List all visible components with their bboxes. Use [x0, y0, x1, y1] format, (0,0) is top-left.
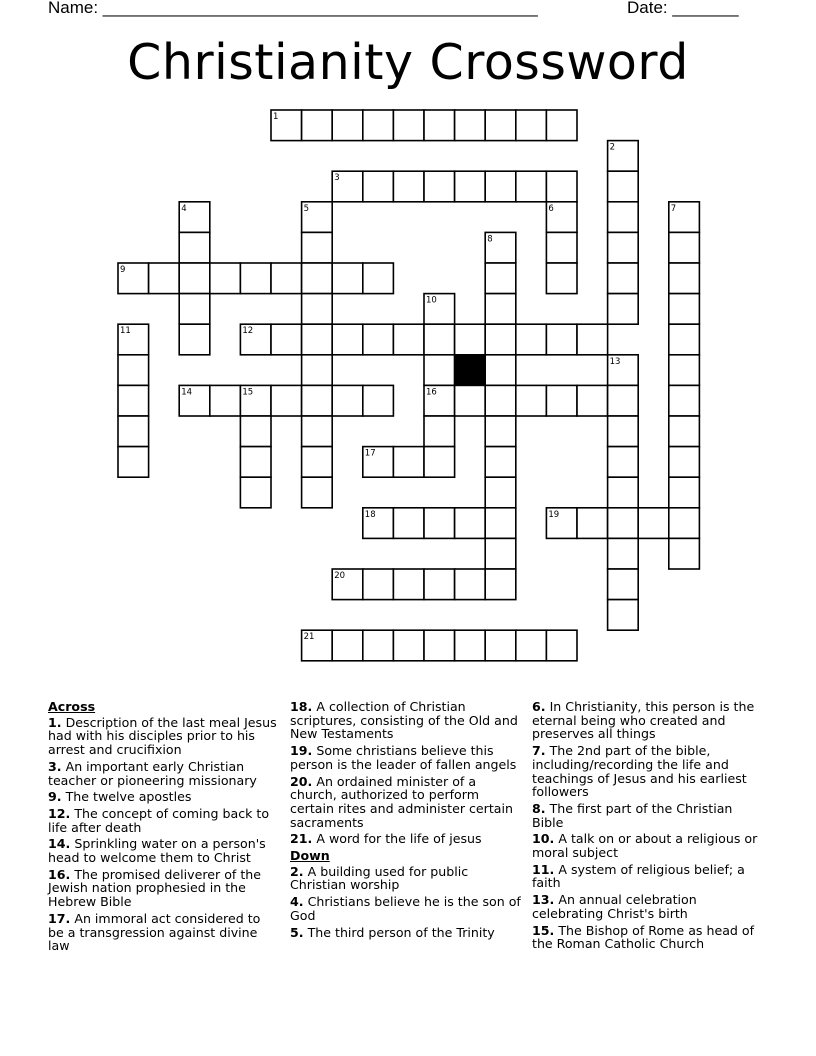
grid-cell[interactable]	[485, 630, 516, 661]
grid-cell[interactable]	[608, 477, 639, 508]
grid-cell-number: 2	[609, 142, 616, 153]
grid-cell-number: 15	[242, 387, 254, 398]
grid-cell[interactable]	[669, 477, 700, 508]
grid-cell[interactable]	[608, 232, 639, 263]
grid-cell[interactable]	[332, 324, 363, 355]
grid-cell[interactable]	[455, 630, 486, 661]
grid-cell[interactable]	[516, 110, 547, 141]
grid-cell-number: 6	[548, 203, 554, 214]
grid-block-cell	[455, 355, 486, 386]
grid-cell[interactable]	[608, 171, 639, 202]
grid-cell[interactable]	[271, 324, 302, 355]
grid-cell[interactable]	[393, 569, 424, 600]
grid-cell[interactable]	[669, 385, 700, 416]
grid-cell[interactable]	[455, 324, 486, 355]
clue-across-9: 9. The twelve apostles	[48, 789, 192, 805]
grid-cell[interactable]	[485, 355, 516, 386]
grid-cell[interactable]	[669, 294, 700, 325]
grid-cell[interactable]	[240, 416, 271, 447]
grid-cell[interactable]	[546, 232, 577, 263]
grid-cell[interactable]	[608, 569, 639, 600]
grid-cell[interactable]	[608, 263, 639, 294]
grid-cell[interactable]	[240, 477, 271, 508]
grid-cell[interactable]	[516, 171, 547, 202]
grid-cell[interactable]	[240, 263, 271, 294]
grid-cell[interactable]	[210, 263, 241, 294]
grid-cell[interactable]	[485, 416, 516, 447]
clue-across-16: 16. The promised deliverer of the Jewish nation prophesied in the Hebrew Bible	[48, 866, 262, 910]
grid-cell[interactable]	[332, 385, 363, 416]
grid-cell[interactable]	[302, 324, 333, 355]
grid-cell[interactable]	[424, 416, 455, 447]
grid-cell[interactable]	[118, 447, 149, 478]
clue-down-4: 4. Christians believe he is the son of God	[290, 894, 521, 923]
clue-across-19: 19. Some christians believe this person is the leader of fallen angels	[290, 743, 517, 772]
clue-down-6: 6. In Christianity, this person is the eternal being who created and preserves all things	[532, 699, 755, 742]
grid-cell[interactable]	[669, 263, 700, 294]
grid-cell-number: 16	[426, 387, 437, 398]
grid-cell[interactable]	[332, 630, 363, 661]
grid-cell-number: 7	[670, 203, 677, 214]
grid-cell[interactable]	[455, 508, 486, 539]
clue-column-2	[290, 700, 522, 942]
clue-across-3: 3. An important early Christian teacher or pioneering missionary	[48, 758, 257, 788]
grid-cell[interactable]	[393, 508, 424, 539]
grid-cell[interactable]	[393, 324, 424, 355]
grid-cell[interactable]	[577, 385, 608, 416]
grid-cell-number: 19	[548, 509, 560, 520]
grid-cell[interactable]	[393, 630, 424, 661]
grid-cell[interactable]	[608, 202, 639, 233]
grid-cell[interactable]	[302, 477, 333, 508]
grid-cell[interactable]	[424, 630, 455, 661]
grid-cell[interactable]	[179, 263, 210, 294]
grid-cell[interactable]	[179, 294, 210, 325]
grid-cell[interactable]	[485, 447, 516, 478]
grid-cell[interactable]	[424, 569, 455, 600]
grid-cell[interactable]	[455, 569, 486, 600]
grid-cell[interactable]	[118, 355, 149, 386]
clue-column-3	[532, 700, 764, 954]
grid-cell[interactable]	[118, 416, 149, 447]
grid-cell[interactable]	[302, 416, 333, 447]
grid-cell[interactable]	[485, 263, 516, 294]
grid-cell[interactable]	[424, 355, 455, 386]
grid-cell-number: 3	[334, 173, 340, 184]
grid-cell[interactable]	[546, 171, 577, 202]
grid-cell[interactable]	[363, 263, 394, 294]
clue-down-7: 7. The 2nd part of the bible, including/recording the life and teachings of Jesus and his earliest followers	[532, 743, 747, 800]
grid-cell[interactable]	[638, 508, 669, 539]
grid-cell[interactable]	[424, 508, 455, 539]
grid-cell[interactable]	[393, 171, 424, 202]
clue-across-18: 18. A collection of Christian scriptures, consisting of the Old and New Testaments	[290, 699, 518, 742]
grid-cell[interactable]	[363, 630, 394, 661]
grid-cell[interactable]	[302, 355, 333, 386]
grid-cell[interactable]	[485, 477, 516, 508]
grid-cell[interactable]	[363, 569, 394, 600]
grid-cell[interactable]	[424, 447, 455, 478]
clue-across-14: 14. Sprinkling water on a person's head to welcome them to Christ	[48, 836, 266, 866]
grid-cell[interactable]	[608, 600, 639, 631]
grid-cell[interactable]	[577, 508, 608, 539]
grid-cell[interactable]	[485, 569, 516, 600]
grid-cell[interactable]	[546, 385, 577, 416]
grid-cell-number: 14	[181, 387, 193, 398]
grid-cell[interactable]	[608, 385, 639, 416]
grid-cell[interactable]	[302, 232, 333, 263]
grid-cell[interactable]	[608, 294, 639, 325]
grid-cell[interactable]	[424, 171, 455, 202]
grid-cell[interactable]	[118, 385, 149, 416]
grid-cell[interactable]	[179, 324, 210, 355]
grid-cell[interactable]	[516, 324, 547, 355]
grid-cell[interactable]	[363, 385, 394, 416]
grid-cell[interactable]	[485, 294, 516, 325]
grid-cell[interactable]	[669, 355, 700, 386]
clue-down-13: 13. An annual celebration celebrating Christ's birth	[532, 892, 697, 921]
grid-cell[interactable]	[455, 110, 486, 141]
grid-cell[interactable]	[546, 263, 577, 294]
clue-down-5: 5. The third person of the Trinity	[290, 924, 495, 940]
grid-cell-number: 4	[181, 203, 187, 214]
clue-down-10: 10. A talk on or about a religious or moral subject	[532, 831, 758, 861]
grid-cell[interactable]	[363, 324, 394, 355]
grid-cell[interactable]	[516, 385, 547, 416]
grid-cell-number: 20	[334, 571, 346, 581]
clue-down-11: 11. A system of religious belief; a faith	[532, 861, 745, 891]
grid-cell[interactable]	[363, 110, 394, 141]
grid-cell[interactable]	[608, 508, 639, 539]
grid-cell[interactable]	[302, 263, 333, 294]
grid-cell[interactable]	[608, 447, 639, 478]
clue-across-17: 17. An immoral act considered to be a transgression against divine law	[48, 910, 261, 954]
grid-cell-number: 5	[303, 203, 310, 214]
grid-cell-number: 10	[426, 295, 437, 306]
grid-cell-number: 18	[364, 509, 376, 520]
grid-cell[interactable]	[485, 171, 516, 202]
grid-cell-number: 11	[120, 326, 131, 337]
grid-cell[interactable]	[485, 508, 516, 539]
grid-cell[interactable]	[669, 324, 700, 355]
grid-cell[interactable]	[332, 263, 363, 294]
clue-across-12: 12. The concept of coming back to life after death	[48, 805, 270, 835]
grid-cell[interactable]	[546, 110, 577, 141]
grid-cell[interactable]	[669, 508, 700, 539]
grid-cell[interactable]	[424, 110, 455, 141]
grid-cell[interactable]	[302, 294, 333, 325]
grid-cell[interactable]	[302, 447, 333, 478]
grid-cell[interactable]	[149, 263, 180, 294]
grid-cell[interactable]	[669, 538, 700, 569]
grid-cell[interactable]	[608, 416, 639, 447]
grid-cell[interactable]	[210, 385, 241, 416]
grid-cell[interactable]	[546, 630, 577, 661]
grid-cell[interactable]	[669, 232, 700, 263]
grid-cell-number: 9	[120, 265, 126, 275]
clue-across-20: 20. An ordained minister of a church, authorized to perform certain rites and administer certain sacraments	[290, 773, 513, 830]
grid-cell-number: 1	[273, 112, 279, 122]
grid-cell[interactable]	[271, 385, 302, 416]
grid-cell-number: 21	[303, 632, 315, 643]
clue-column-1	[48, 700, 280, 956]
grid-cell[interactable]	[608, 538, 639, 569]
grid-cell[interactable]	[455, 171, 486, 202]
grid-cell[interactable]	[485, 324, 516, 355]
date-field-label: Date: _______	[627, 0, 739, 17]
clue-down-8: 8. The first part of the Christian Bible	[532, 800, 733, 830]
grid-cell[interactable]	[485, 110, 516, 141]
page-title: Christianity Crossword	[127, 34, 689, 91]
grid-cell[interactable]	[363, 171, 394, 202]
clue-across-21: 21. A word for the life of jesus	[290, 831, 482, 847]
grid-cell[interactable]	[577, 324, 608, 355]
down-heading: Down	[290, 848, 330, 864]
grid-cell[interactable]	[179, 232, 210, 263]
grid-cell[interactable]	[546, 324, 577, 355]
grid-cell[interactable]	[485, 385, 516, 416]
grid-cell[interactable]	[516, 630, 547, 661]
grid-cell-number: 13	[609, 356, 621, 367]
grid-cell[interactable]	[240, 447, 271, 478]
grid-cell[interactable]	[393, 447, 424, 478]
across-heading: Across	[48, 699, 96, 714]
grid-cell[interactable]	[271, 263, 302, 294]
clue-down-15: 15. The Bishop of Rome as head of the Roman Catholic Church	[532, 922, 755, 952]
grid-cell-number: 12	[242, 326, 254, 337]
grid-cell-number: 8	[487, 234, 493, 245]
grid-cell[interactable]	[485, 538, 516, 569]
grid-cell[interactable]	[455, 385, 486, 416]
name-field-label: Name: ______________________________________________	[48, 0, 538, 17]
grid-cell-number: 17	[364, 448, 376, 459]
clue-down-2: 2. A building used for public Christian worship	[290, 863, 469, 893]
grid-cell[interactable]	[302, 110, 333, 141]
grid-cell[interactable]	[669, 447, 700, 478]
grid-cell[interactable]	[332, 110, 363, 141]
grid-cell[interactable]	[424, 324, 455, 355]
grid-cell[interactable]	[393, 110, 424, 141]
clue-across-1: 1. Description of the last meal Jesus had with his disciples prior to his arrest and crucifixion	[48, 714, 277, 758]
grid-cell[interactable]	[669, 416, 700, 447]
grid-cell[interactable]	[302, 385, 333, 416]
